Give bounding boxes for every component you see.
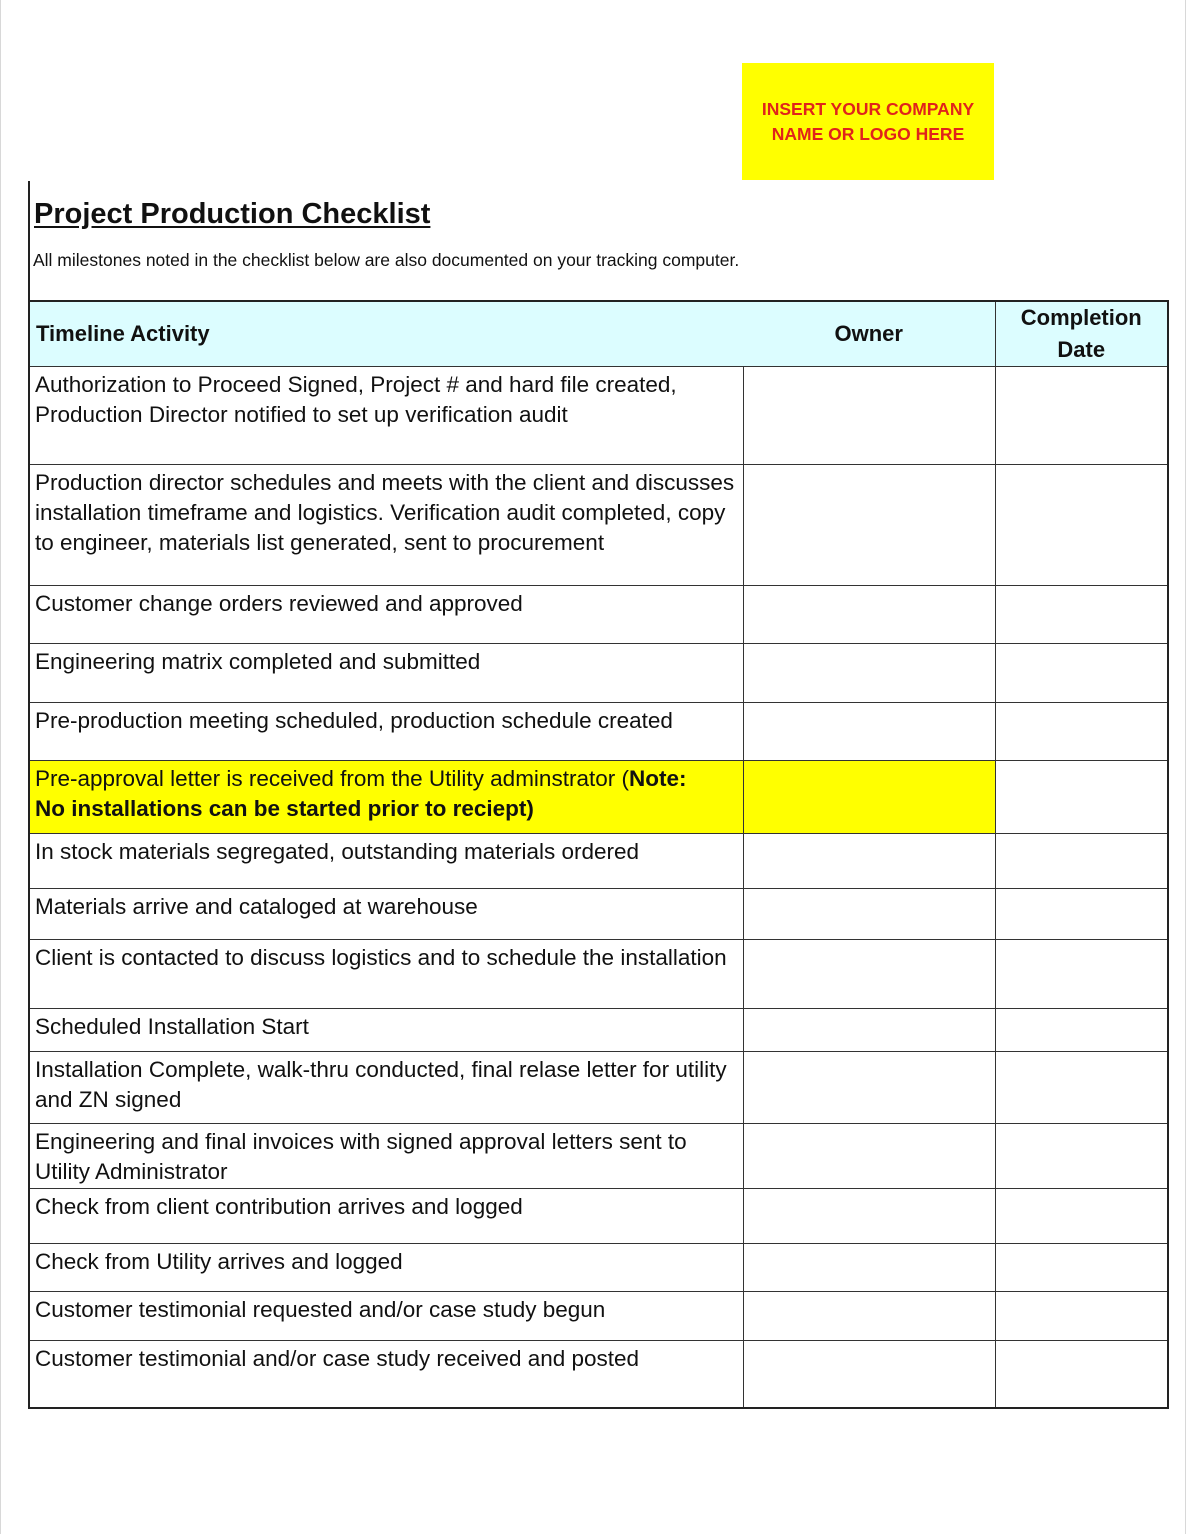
header-timeline-activity: Timeline Activity bbox=[29, 301, 743, 367]
completion-date-cell[interactable] bbox=[995, 1244, 1168, 1292]
activity-cell: Engineering matrix completed and submitted bbox=[29, 644, 743, 703]
activity-cell: Scheduled Installation Start bbox=[29, 1009, 743, 1052]
owner-cell[interactable] bbox=[743, 644, 995, 703]
owner-cell[interactable] bbox=[743, 834, 995, 889]
activity-cell: Client is contacted to discuss logistics and to schedule the installation bbox=[29, 940, 743, 1009]
completion-date-cell[interactable] bbox=[995, 1292, 1168, 1341]
table-row bbox=[29, 1341, 1168, 1408]
company-logo-placeholder bbox=[742, 63, 994, 180]
page-subtitle: All milestones noted in the checklist below are also documented on your tracking computer. bbox=[33, 250, 740, 270]
table-row bbox=[29, 1189, 1168, 1244]
table-row bbox=[29, 1244, 1168, 1292]
logo-placeholder-line-1: INSERT YOUR COMPANY bbox=[761, 98, 975, 119]
logo-placeholder-line-2: NAME OR LOGO HERE bbox=[771, 123, 965, 144]
activity-cell: Installation Complete, walk-thru conducted, final relase letter for utility and ZN signed bbox=[29, 1052, 743, 1124]
completion-date-cell[interactable] bbox=[995, 940, 1168, 1009]
activity-cell: In stock materials segregated, outstanding materials ordered bbox=[29, 834, 743, 889]
table-row bbox=[29, 1052, 1168, 1124]
owner-cell[interactable] bbox=[743, 1009, 995, 1052]
completion-date-cell[interactable] bbox=[995, 1124, 1168, 1189]
checklist-table bbox=[28, 300, 1169, 1409]
completion-date-cell[interactable] bbox=[995, 1009, 1168, 1052]
completion-date-cell[interactable] bbox=[995, 644, 1168, 703]
activity-cell: Check from Utility arrives and logged bbox=[29, 1244, 743, 1292]
activity-cell: Customer testimonial and/or case study received and posted bbox=[29, 1341, 743, 1408]
header-completion-line-2: Date bbox=[1057, 337, 1106, 362]
page-title: Project Production Checklist bbox=[34, 198, 431, 230]
table-header-row bbox=[29, 301, 1168, 367]
owner-cell[interactable] bbox=[743, 367, 995, 465]
table-row bbox=[29, 465, 1168, 586]
owner-cell[interactable] bbox=[743, 703, 995, 761]
activity-cell: Materials arrive and cataloged at warehouse bbox=[29, 889, 743, 940]
completion-date-cell[interactable] bbox=[995, 1189, 1168, 1244]
owner-cell[interactable] bbox=[743, 761, 995, 834]
completion-date-cell[interactable] bbox=[995, 1052, 1168, 1124]
owner-cell[interactable] bbox=[743, 1189, 995, 1244]
activity-cell: Customer testimonial requested and/or case study begun bbox=[29, 1292, 743, 1341]
table-row bbox=[29, 1292, 1168, 1341]
owner-cell[interactable] bbox=[743, 889, 995, 940]
owner-cell[interactable] bbox=[743, 1292, 995, 1341]
completion-date-cell[interactable] bbox=[995, 703, 1168, 761]
header-completion-date bbox=[995, 301, 1168, 367]
table-row bbox=[29, 940, 1168, 1009]
activity-note-text: No installations can be started prior to reciept) bbox=[35, 796, 534, 821]
completion-date-cell[interactable] bbox=[995, 465, 1168, 586]
activity-note-label: Note: bbox=[628, 766, 687, 791]
table-row bbox=[29, 1009, 1168, 1052]
table-row bbox=[29, 644, 1168, 703]
completion-date-cell[interactable] bbox=[995, 761, 1168, 834]
header-owner: Owner bbox=[743, 301, 995, 367]
table-row bbox=[29, 834, 1168, 889]
table-row bbox=[29, 1124, 1168, 1189]
table-row-highlighted bbox=[29, 761, 1168, 834]
owner-cell[interactable] bbox=[743, 1124, 995, 1189]
completion-date-cell[interactable] bbox=[995, 1341, 1168, 1408]
table-row bbox=[29, 367, 1168, 465]
owner-cell[interactable] bbox=[743, 1052, 995, 1124]
activity-text: Pre-approval letter is received from the Utility adminstrator ( bbox=[35, 766, 629, 791]
owner-cell[interactable] bbox=[743, 940, 995, 1009]
left-margin-rule bbox=[28, 181, 30, 303]
completion-date-cell[interactable] bbox=[995, 586, 1168, 644]
owner-cell[interactable] bbox=[743, 1341, 995, 1408]
activity-cell: Authorization to Proceed Signed, Project # and hard file created, Production Director notified to set up verification audit bbox=[29, 367, 743, 465]
owner-cell[interactable] bbox=[743, 1244, 995, 1292]
table-row bbox=[29, 889, 1168, 940]
completion-date-cell[interactable] bbox=[995, 367, 1168, 465]
activity-cell: Customer change orders reviewed and approved bbox=[29, 586, 743, 644]
activity-cell bbox=[29, 761, 743, 834]
table-row bbox=[29, 586, 1168, 644]
activity-cell: Engineering and final invoices with signed approval letters sent to Utility Administrator bbox=[29, 1124, 743, 1189]
header-completion-line-1: Completion bbox=[1020, 305, 1142, 330]
owner-cell[interactable] bbox=[743, 586, 995, 644]
activity-cell: Pre-production meeting scheduled, production schedule created bbox=[29, 703, 743, 761]
activity-cell: Production director schedules and meets with the client and discusses installation timeframe and logistics. Verification audit completed, copy to engineer, materials list generated, sent to procurement bbox=[29, 465, 743, 586]
table-row bbox=[29, 703, 1168, 761]
completion-date-cell[interactable] bbox=[995, 889, 1168, 940]
owner-cell[interactable] bbox=[743, 465, 995, 586]
activity-cell: Check from client contribution arrives and logged bbox=[29, 1189, 743, 1244]
completion-date-cell[interactable] bbox=[995, 834, 1168, 889]
